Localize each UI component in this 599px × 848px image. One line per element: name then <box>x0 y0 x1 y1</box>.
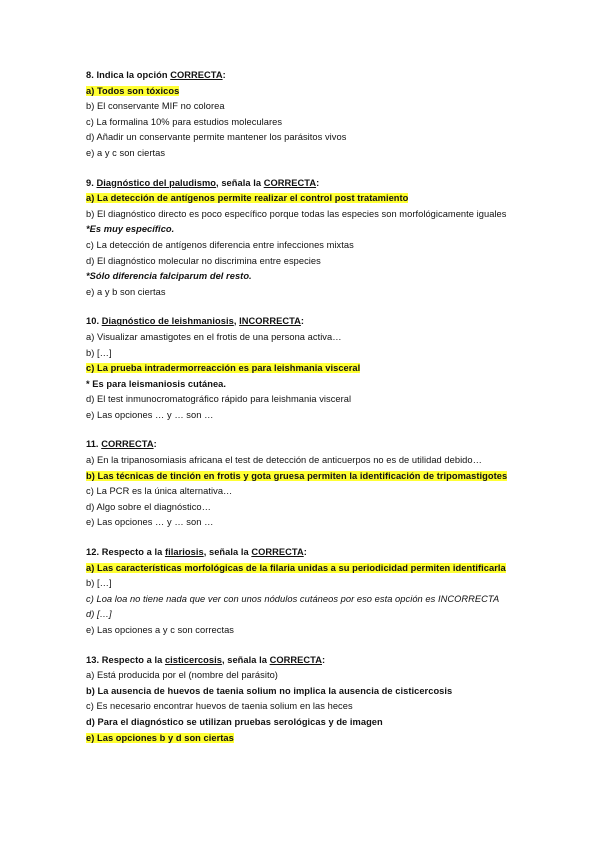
option-e: e) Las opciones … y … son … <box>86 409 214 420</box>
question-topic: Diagnóstico del paludismo <box>96 177 217 188</box>
question-middle: , señala la <box>216 177 264 188</box>
question-number: 13. <box>86 654 102 665</box>
question-suffix: : <box>303 547 307 558</box>
question-suffix: : <box>321 654 326 665</box>
option-c <box>86 361 526 377</box>
option-e <box>86 731 526 747</box>
option-d: d) Para el diagnóstico se utilizan pruebas serológicas y de imagen <box>86 716 383 727</box>
question-prefix: Respecto a la <box>101 654 165 665</box>
option-a: a) En la tripanosomiasis africana el test de detección de anticuerpos no es de utilidad debido… <box>86 455 482 466</box>
option-note: *Es muy específico. <box>86 224 175 235</box>
option-b: b) El conservante MIF no colorea <box>86 101 225 112</box>
question-10 <box>86 314 526 423</box>
option-a <box>86 191 526 207</box>
question-keyword: INCORRECTA <box>239 316 301 327</box>
question-number: 11. <box>86 439 102 450</box>
question-keyword: CORRECTA <box>170 70 223 80</box>
option-a <box>86 561 526 577</box>
option-note: * Es para leismaniosis cutánea. <box>86 378 227 389</box>
option-d: d) El test inmunocromatográfico rápido para leishmania visceral <box>86 394 352 405</box>
question-keyword: CORRECTA <box>269 654 322 665</box>
question-12 <box>86 545 526 639</box>
option-note: *Sólo diferencia falciparum del resto. <box>86 271 252 282</box>
question-suffix: : <box>222 70 226 80</box>
option-b: b) […] <box>86 578 112 589</box>
question-suffix: : <box>300 316 305 327</box>
question-keyword: CORRECTA <box>263 177 317 188</box>
option-d: d) […] <box>86 609 112 620</box>
option-text: a) La detección de antígenos permite realizar el control post tratamiento <box>86 193 409 204</box>
question-topic: Diagnóstico de leishmaniosis <box>101 316 234 327</box>
option-text: a) Las características morfológicas de la filaria unidas a su periodicidad permiten identificarla <box>86 562 506 573</box>
question-keyword: CORRECTA <box>251 547 304 558</box>
option-text: b) Las técnicas de tinción en frotis y gota gruesa permiten la identificación de tripomastigotes <box>86 470 508 481</box>
option-e: e) Las opciones a y c son correctas <box>86 625 234 635</box>
option-a: a) Visualizar amastigotes en el frotis de una persona activa… <box>86 331 342 342</box>
option-b: b) El diagnóstico directo es poco específico porque todas las especies son morfológicamente iguales <box>86 208 507 219</box>
question-title <box>86 314 526 330</box>
question-prefix: Respecto a la <box>101 547 165 558</box>
option-b <box>86 469 526 485</box>
option-e: e) Las opciones … y … son … <box>86 517 214 528</box>
option-c: c) La detección de antígenos diferencia entre infecciones mixtas <box>86 239 354 250</box>
option-text: a) Todos son tóxicos <box>86 85 180 96</box>
option-text: e) Las opciones b y d son ciertas <box>86 732 234 743</box>
option-a: a) Está producida por el (nombre del parásito) <box>86 670 278 681</box>
question-11 <box>86 437 526 531</box>
question-number: 12. <box>86 547 102 558</box>
question-title <box>86 545 526 561</box>
question-title <box>86 176 526 192</box>
option-d: d) Algo sobre el diagnóstico… <box>86 501 211 512</box>
question-middle: , <box>233 316 240 327</box>
question-middle: , señala la <box>203 547 252 558</box>
question-13 <box>86 653 526 747</box>
option-b: b) […] <box>86 347 112 358</box>
question-number: 10. <box>86 316 102 327</box>
question-title <box>86 653 526 669</box>
option-c: c) Es necesario encontrar huevos de taenia solium en las heces <box>86 701 353 712</box>
question-topic: cisticercosis <box>164 654 222 665</box>
question-number: 9. <box>86 177 97 188</box>
option-c: c) Loa loa no tiene nada que ver con unos nódulos cutáneos por eso esta opción es INCORRECTA <box>86 593 500 604</box>
option-a <box>86 84 526 100</box>
question-keyword: CORRECTA <box>101 439 154 450</box>
question-8 <box>86 68 526 162</box>
question-number: 8. <box>86 70 97 80</box>
question-9 <box>86 176 526 301</box>
question-title <box>86 68 526 84</box>
option-c: c) La formalina 10% para estudios moleculares <box>86 116 283 127</box>
document-content <box>86 68 526 760</box>
option-d: d) Añadir un conservante permite mantener los parásitos vivos <box>86 132 347 143</box>
question-suffix: : <box>153 439 157 450</box>
option-c: c) La PCR es la única alternativa… <box>86 486 233 497</box>
question-title <box>86 437 526 453</box>
option-d: d) El diagnóstico molecular no discrimina entre especies <box>86 255 321 266</box>
question-suffix: : <box>316 177 320 188</box>
option-b: b) La ausencia de huevos de taenia solium no implica la ausencia de cisticercosis <box>86 685 453 696</box>
question-middle: , señala la <box>221 654 270 665</box>
option-e: e) a y c son ciertas <box>86 147 166 158</box>
question-prefix: Indica la opción <box>96 70 171 80</box>
question-topic: filariosis <box>164 547 204 558</box>
option-text: c) La prueba intradermorreacción es para leishmania visceral <box>86 363 361 374</box>
option-e: e) a y b son ciertas <box>86 286 166 297</box>
